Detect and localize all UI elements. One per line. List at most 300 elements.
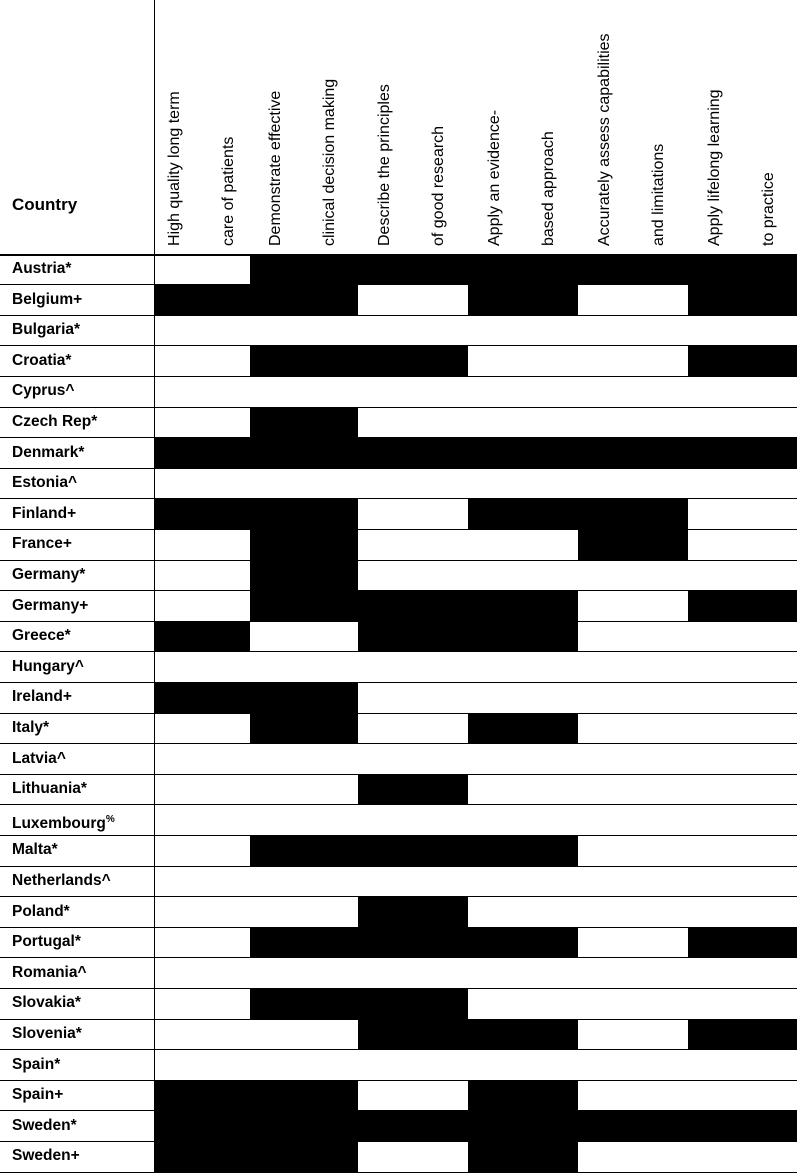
matrix-cell: [358, 621, 468, 652]
row-divider: [0, 437, 797, 438]
matrix-cell: [155, 499, 250, 530]
competency-header-6-line2: to practice: [759, 172, 777, 246]
country-name: Ireland: [12, 688, 63, 706]
matrix-cell: [468, 835, 578, 866]
matrix-cell: [578, 591, 688, 622]
matrix-cell: [688, 744, 797, 775]
matrix-cell: [578, 499, 688, 530]
matrix-cell: [250, 897, 358, 928]
matrix-cell: [250, 1019, 358, 1050]
country-footnote-mark: *: [78, 443, 85, 461]
matrix-cell: [250, 499, 358, 530]
competency-header-4-line2: based approach: [540, 131, 557, 246]
matrix-cell: [578, 1111, 688, 1142]
matrix-cell: [468, 376, 578, 407]
country-name: Slovenia: [12, 1025, 76, 1042]
country-row-label: [12, 988, 81, 1018]
country-footnote-mark: *: [79, 566, 86, 583]
country-footnote-mark: +: [67, 504, 77, 522]
matrix-cell: [358, 407, 468, 438]
matrix-cell: [578, 1019, 688, 1050]
country-footnote-mark: ^: [67, 474, 78, 492]
competency-header-5-line1: Accurately assess capabilities: [596, 33, 613, 246]
row-divider: [0, 957, 797, 958]
competency-header-5-line2: and limitations: [650, 143, 667, 246]
matrix-cell: [578, 407, 688, 438]
country-row-label: [12, 346, 71, 376]
matrix-cell: [250, 529, 358, 560]
country-footnote-mark: *: [91, 413, 98, 430]
country-name: Italy: [12, 719, 44, 736]
country-row-label: [12, 621, 71, 651]
matrix-cell: [155, 1019, 250, 1050]
country-footnote-mark: *: [74, 321, 81, 339]
matrix-cell: [250, 1080, 358, 1111]
country-row-label: [12, 682, 72, 712]
matrix-cell: [155, 407, 250, 438]
country-name: Sweden: [12, 1147, 71, 1165]
matrix-cell: [358, 1050, 468, 1081]
matrix-cell: [578, 346, 688, 377]
country-name: Czech Rep: [12, 413, 92, 430]
matrix-cell: [155, 560, 250, 591]
row-divider: [0, 1080, 797, 1081]
matrix-cell: [578, 438, 688, 469]
matrix-cell: [578, 468, 688, 499]
country-name: Netherlands: [12, 872, 102, 889]
matrix-cell: [688, 315, 797, 346]
matrix-cell: [155, 376, 250, 407]
matrix-cell: [468, 1080, 578, 1111]
country-footnote-mark: ^: [74, 657, 84, 675]
row-divider: [0, 315, 797, 316]
row-divider: [0, 835, 797, 836]
row-divider: [0, 529, 797, 530]
matrix-cell: [688, 682, 797, 713]
matrix-cell: [358, 376, 468, 407]
country-footnote-mark: ^: [56, 749, 66, 767]
matrix-cell: [250, 285, 358, 316]
matrix-cell: [358, 958, 468, 989]
competency-header-4-line1: Apply an evidence-: [486, 109, 503, 246]
matrix-cell: [250, 805, 358, 836]
competency-header-3-line1: Describe the principles: [376, 84, 393, 246]
row-divider: [0, 345, 797, 346]
matrix-cell: [688, 713, 797, 744]
matrix-cell: [155, 254, 250, 285]
matrix-cell: [688, 1019, 797, 1050]
country-name: Hungary: [12, 657, 75, 675]
country-footnote-mark: +: [54, 1086, 64, 1104]
country-name: Lithuania: [12, 780, 81, 798]
matrix-cell: [578, 1050, 688, 1081]
matrix-cell: [155, 1050, 250, 1081]
country-row-label: [12, 407, 97, 437]
matrix-cell: [155, 774, 250, 805]
country-name: Belgium: [12, 290, 74, 308]
matrix-cell: [578, 713, 688, 744]
matrix-cell: [688, 897, 797, 928]
competency-header-1-line1: High quality long term: [165, 91, 183, 246]
row-divider: [0, 1110, 797, 1111]
matrix-cell: [468, 805, 578, 836]
country-row-label: [12, 499, 76, 529]
matrix-cell: [578, 285, 688, 316]
row-divider: [0, 774, 797, 775]
matrix-cell: [155, 652, 250, 683]
country-row-label: [12, 774, 87, 804]
matrix-cell: [358, 591, 468, 622]
country-footnote-mark: *: [65, 351, 72, 369]
country-name: Austria: [12, 260, 66, 277]
matrix-cell: [358, 866, 468, 897]
matrix-cell: [358, 927, 468, 958]
country-row-label: [12, 1019, 82, 1049]
matrix-cell: [688, 407, 797, 438]
matrix-cell: [155, 897, 250, 928]
matrix-cell: [688, 1050, 797, 1081]
matrix-cell: [250, 713, 358, 744]
matrix-cell: [250, 560, 358, 591]
matrix-cell: [358, 254, 468, 285]
country-row-label: [12, 1141, 80, 1171]
matrix-cell: [578, 835, 688, 866]
matrix-cell: [578, 254, 688, 285]
matrix-cell: [688, 438, 797, 469]
matrix-cell: [358, 438, 468, 469]
matrix-cell: [688, 254, 797, 285]
matrix-cell: [250, 438, 358, 469]
country-name: Malta: [12, 841, 52, 859]
matrix-cell: [688, 499, 797, 530]
country-row-label: [12, 897, 70, 927]
row-divider: [0, 804, 797, 805]
matrix-cell: [688, 1111, 797, 1142]
matrix-cell: [468, 1141, 578, 1172]
matrix-cell: [358, 1111, 468, 1142]
country-name: Greece: [12, 627, 65, 645]
matrix-cell: [468, 560, 578, 591]
matrix-cell: [578, 988, 688, 1019]
competency-header-1-line2: care of patients: [219, 136, 237, 246]
country-footnote-mark: +: [79, 596, 89, 614]
country-row-label: [12, 805, 115, 839]
matrix-cell: [250, 652, 358, 683]
country-row-label: [12, 376, 74, 406]
matrix-cell: [250, 958, 358, 989]
country-footnote-mark: *: [63, 902, 70, 920]
matrix-cell: [688, 805, 797, 836]
country-name: Germany: [12, 566, 80, 583]
row-divider: [0, 468, 797, 469]
country-row-label: [12, 285, 82, 315]
matrix-cell: [468, 774, 578, 805]
row-divider: [0, 590, 797, 591]
row-divider: [0, 896, 797, 897]
row-divider: [0, 927, 797, 928]
matrix-cell: [358, 499, 468, 530]
matrix-cell: [688, 1141, 797, 1172]
country-name: Romania: [12, 963, 78, 981]
matrix-cell: [468, 744, 578, 775]
country-row-label: [12, 866, 111, 896]
matrix-cell: [250, 407, 358, 438]
matrix-cell: [155, 1141, 250, 1172]
row-divider: [0, 988, 797, 989]
matrix-cell: [358, 897, 468, 928]
matrix-cell: [578, 866, 688, 897]
matrix-cell: [578, 315, 688, 346]
matrix-cell: [578, 1080, 688, 1111]
matrix-cell: [578, 376, 688, 407]
row-divider: [0, 651, 797, 652]
row-divider: [0, 407, 797, 408]
matrix-cell: [688, 621, 797, 652]
matrix-cell: [155, 1111, 250, 1142]
matrix-cell: [250, 468, 358, 499]
matrix-cell: [468, 927, 578, 958]
country-name: France: [12, 535, 63, 553]
matrix-cell: [155, 285, 250, 316]
country-row-label: [12, 652, 84, 682]
country-name: Estonia: [12, 474, 68, 492]
matrix-cell: [250, 744, 358, 775]
matrix-cell: [358, 529, 468, 560]
matrix-cell: [250, 927, 358, 958]
matrix-cell: [250, 1050, 358, 1081]
competency-header-2-line1: Demonstrate effective: [267, 90, 284, 246]
matrix-cell: [250, 774, 358, 805]
country-row-label: [12, 1050, 60, 1080]
matrix-cell: [688, 529, 797, 560]
country-name: Poland: [12, 902, 64, 920]
row-divider: [0, 621, 797, 622]
competency-header-2-line2: clinical decision making: [321, 78, 338, 246]
matrix-cell: [155, 591, 250, 622]
country-row-label: [12, 254, 71, 284]
country-column-header: Country: [12, 195, 78, 214]
country-footnote-mark: +: [73, 290, 83, 308]
matrix-cell: [358, 774, 468, 805]
matrix-cell: [468, 438, 578, 469]
matrix-cell: [358, 805, 468, 836]
matrix-cell: [468, 621, 578, 652]
country-row-label: [12, 438, 84, 468]
matrix-cell: [358, 1019, 468, 1050]
matrix-cell: [578, 744, 688, 775]
matrix-cell: [688, 927, 797, 958]
matrix-cell: [688, 652, 797, 683]
country-name: Slovakia: [12, 994, 75, 1012]
country-footnote-mark: *: [74, 933, 81, 951]
row-divider: [0, 713, 797, 714]
matrix-cell: [250, 835, 358, 866]
competency-header-3-line2: of good research: [430, 125, 447, 246]
matrix-cell: [358, 560, 468, 591]
matrix-cell: [468, 682, 578, 713]
row-divider: [0, 682, 797, 683]
row-divider: [0, 560, 797, 561]
matrix-cell: [155, 805, 250, 836]
matrix-cell: [468, 652, 578, 683]
matrix-cell: [468, 499, 578, 530]
matrix-cell: [155, 866, 250, 897]
country-name: Cyprus: [12, 382, 66, 400]
matrix-cell: [578, 805, 688, 836]
matrix-cell: [155, 744, 250, 775]
matrix-cell: [468, 988, 578, 1019]
matrix-cell: [358, 315, 468, 346]
country-footnote-mark: *: [75, 1025, 82, 1042]
matrix-cell: [688, 285, 797, 316]
country-footnote-mark: +: [62, 535, 72, 553]
matrix-cell: [468, 346, 578, 377]
matrix-cell: [250, 621, 358, 652]
country-footnote-mark: *: [64, 627, 71, 645]
country-row-label: [12, 468, 77, 498]
matrix-cell: [688, 774, 797, 805]
matrix-cell: [688, 1080, 797, 1111]
country-name: Spain: [12, 1055, 55, 1073]
row-divider: [0, 1049, 797, 1050]
matrix-cell: [688, 866, 797, 897]
country-name: Germany: [12, 596, 80, 614]
country-name: Portugal: [12, 933, 75, 951]
country-column-divider: [154, 0, 155, 1172]
matrix-cell: [155, 438, 250, 469]
matrix-cell: [688, 958, 797, 989]
matrix-cell: [468, 591, 578, 622]
matrix-cell: [155, 927, 250, 958]
matrix-cell: [468, 1050, 578, 1081]
matrix-cell: [155, 315, 250, 346]
matrix-cell: [578, 652, 688, 683]
country-row-label: [12, 927, 81, 957]
matrix-cell: [468, 1019, 578, 1050]
matrix-cell: [688, 468, 797, 499]
matrix-cell: [155, 682, 250, 713]
matrix-cell: [155, 621, 250, 652]
matrix-cell: [578, 958, 688, 989]
row-divider: [0, 1141, 797, 1142]
matrix-cell: [155, 835, 250, 866]
matrix-cell: [155, 529, 250, 560]
country-row-label: [12, 835, 58, 865]
country-name: Croatia: [12, 351, 66, 369]
matrix-cell: [578, 927, 688, 958]
matrix-cell: [250, 1111, 358, 1142]
matrix-cell: [358, 744, 468, 775]
matrix-cell: [155, 713, 250, 744]
country-name: Bulgaria: [12, 321, 75, 339]
country-row-label: [12, 1111, 77, 1141]
country-footnote-mark: +: [70, 1147, 80, 1165]
country-footnote-mark: *: [43, 719, 50, 736]
matrix-cell: [358, 835, 468, 866]
country-row-label: [12, 713, 49, 743]
matrix-cell: [358, 285, 468, 316]
matrix-cell: [468, 897, 578, 928]
country-row-label: [12, 591, 88, 621]
row-divider: [0, 1019, 797, 1020]
row-divider: [0, 498, 797, 499]
matrix-cell: [155, 958, 250, 989]
matrix-cell: [578, 621, 688, 652]
country-name: Spain: [12, 1086, 55, 1104]
matrix-cell: [250, 1141, 358, 1172]
country-name: Luxembourg: [12, 814, 106, 832]
matrix-cell: [468, 958, 578, 989]
country-footnote-mark: *: [51, 841, 58, 859]
matrix-cell: [358, 346, 468, 377]
country-footnote-mark: *: [80, 780, 87, 798]
matrix-cell: [250, 988, 358, 1019]
matrix-cell: [468, 468, 578, 499]
matrix-cell: [688, 591, 797, 622]
country-footnote-mark: *: [54, 1055, 61, 1073]
matrix-cell: [468, 529, 578, 560]
matrix-cell: [250, 376, 358, 407]
row-divider: [0, 376, 797, 377]
matrix-cell: [250, 866, 358, 897]
row-divider: [0, 866, 797, 867]
row-divider: [0, 743, 797, 744]
country-footnote-mark: *: [65, 260, 72, 277]
matrix-cell: [468, 866, 578, 897]
matrix-cell: [358, 713, 468, 744]
matrix-cell: [358, 988, 468, 1019]
country-name: Denmark: [12, 443, 79, 461]
matrix-cell: [468, 713, 578, 744]
matrix-cell: [155, 346, 250, 377]
matrix-cell: [468, 407, 578, 438]
country-footnote-mark: ^: [101, 872, 111, 889]
country-footnote-mark: ^: [65, 382, 75, 400]
matrix-cell: [358, 652, 468, 683]
competency-header-6-line1: Apply lifelong learning: [705, 89, 723, 246]
matrix-cell: [578, 560, 688, 591]
country-row-label: [12, 1080, 63, 1110]
matrix-cell: [250, 315, 358, 346]
country-footnote-mark: *: [74, 994, 81, 1012]
matrix-cell: [155, 1080, 250, 1111]
country-row-label: [12, 315, 80, 345]
matrix-cell: [468, 315, 578, 346]
matrix-cell: [358, 1141, 468, 1172]
country-footnote-mark: +: [62, 688, 72, 706]
matrix-cell: [468, 285, 578, 316]
country-footnote-mark: ^: [77, 963, 87, 981]
country-row-label: [12, 560, 85, 590]
matrix-cell: [468, 254, 578, 285]
matrix-cell: [250, 591, 358, 622]
country-name: Sweden: [12, 1116, 71, 1134]
row-divider: [0, 284, 797, 285]
matrix-cell: [578, 529, 688, 560]
country-footnote-mark: *: [70, 1116, 77, 1134]
matrix-cell: [358, 1080, 468, 1111]
matrix-cell: [155, 988, 250, 1019]
matrix-cell: [688, 376, 797, 407]
matrix-cell: [468, 1111, 578, 1142]
matrix-cell: [688, 560, 797, 591]
matrix-cell: [578, 774, 688, 805]
matrix-cell: [358, 682, 468, 713]
country-row-label: [12, 958, 87, 988]
row-divider: [0, 254, 797, 256]
country-name: Finland: [12, 504, 68, 522]
matrix-cell: [155, 468, 250, 499]
